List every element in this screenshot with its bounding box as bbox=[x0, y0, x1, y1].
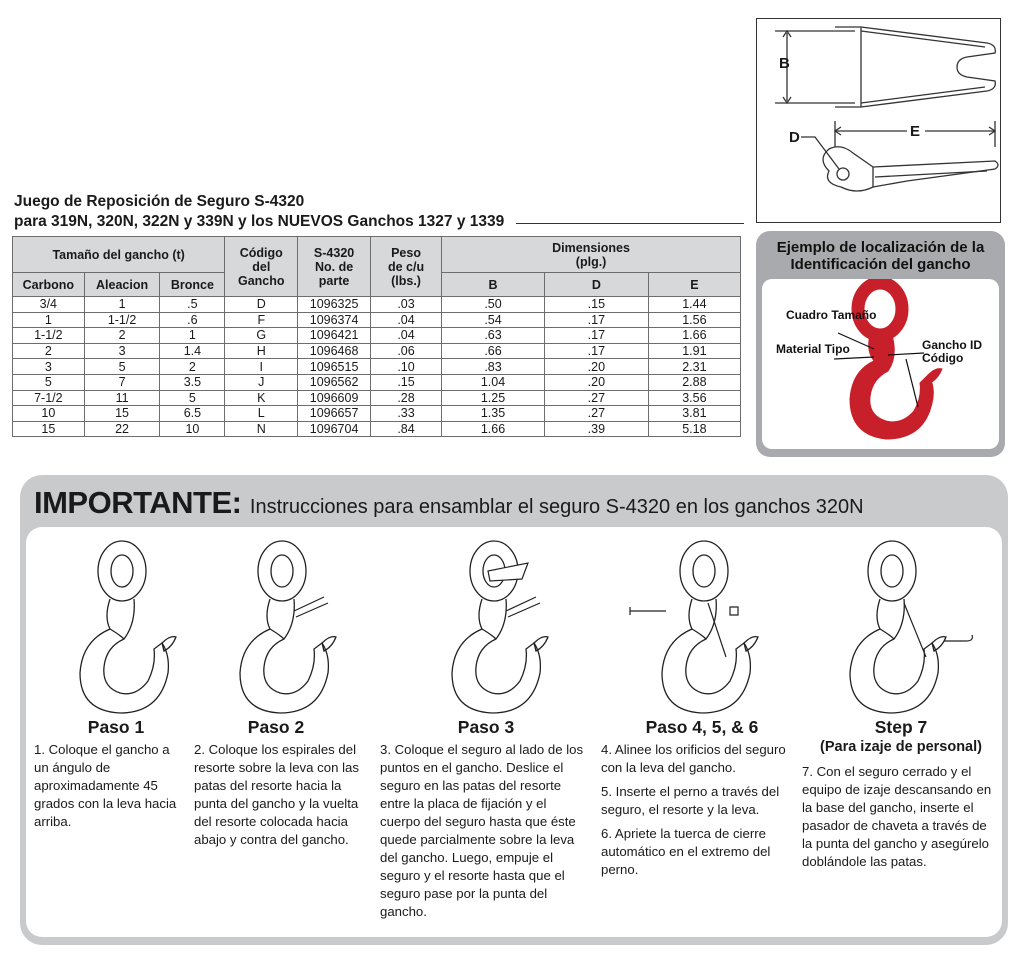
table-cell: 2 bbox=[84, 328, 160, 344]
table-cell: 1096657 bbox=[298, 406, 371, 422]
table-cell: 15 bbox=[84, 406, 160, 422]
latch-drawing bbox=[757, 19, 1002, 224]
table-row bbox=[13, 312, 741, 328]
table-cell: G bbox=[225, 328, 298, 344]
table-cell: 1.4 bbox=[160, 343, 225, 359]
step-2-title: Paso 2 bbox=[247, 717, 305, 737]
table-cell: 1096468 bbox=[298, 343, 371, 359]
parts-table-body bbox=[13, 297, 741, 437]
instructions-title-text: Instrucciones para ensamblar el seguro S-4320 en los ganchos 320N bbox=[249, 496, 864, 518]
table-cell: .15 bbox=[544, 297, 648, 313]
instructions-title-bold: IMPORTANTE: bbox=[34, 485, 242, 520]
table-cell: .10 bbox=[370, 359, 441, 375]
step-4-6-title: Paso 4, 5, & 6 bbox=[645, 717, 759, 737]
step-4-6-hook-drawing bbox=[626, 537, 766, 717]
title-line-2-text: para 319N, 320N, 322N y 339N y los NUEVOS Ganchos 1327 y 1339 bbox=[14, 213, 505, 230]
table-cell: 10 bbox=[13, 406, 85, 422]
table-cell: N bbox=[225, 421, 298, 437]
table-cell: 3.5 bbox=[160, 374, 225, 390]
table-cell: 3 bbox=[13, 359, 85, 375]
header-d: D bbox=[544, 273, 648, 297]
header-b: B bbox=[442, 273, 545, 297]
step-7-text bbox=[802, 763, 992, 877]
table-cell: 3.56 bbox=[648, 390, 740, 406]
step-7-hook-drawing bbox=[834, 537, 994, 717]
table-cell: .63 bbox=[442, 328, 545, 344]
table-row bbox=[13, 297, 741, 313]
step-2-paragraph: 2. Coloque los espirales del resorte sobre la leva con las patas del resorte hacia la punta del gancho y la vuelta del resorte colocada hacia abajo y contra del gancho. bbox=[194, 742, 359, 847]
table-row bbox=[13, 343, 741, 359]
table-cell: 1096325 bbox=[298, 297, 371, 313]
instructions-title bbox=[34, 485, 864, 521]
table-cell: 1096704 bbox=[298, 421, 371, 437]
table-cell: .04 bbox=[370, 328, 441, 344]
table-cell: 5 bbox=[13, 374, 85, 390]
step-1-paragraph: 1. Coloque el gancho a un ángulo de aproximadamente 45 grados con la leva hacia arriba. bbox=[34, 742, 177, 829]
table-cell: .15 bbox=[370, 374, 441, 390]
latch-dimension-diagram bbox=[756, 18, 1001, 223]
table-cell: 1.56 bbox=[648, 312, 740, 328]
dim-label-d: D bbox=[789, 129, 800, 146]
table-cell: 1 bbox=[84, 297, 160, 313]
table-cell: .54 bbox=[442, 312, 545, 328]
table-cell: 1.35 bbox=[442, 406, 545, 422]
table-cell: 1096515 bbox=[298, 359, 371, 375]
table-cell: .28 bbox=[370, 390, 441, 406]
step-7-subtitle: (Para izaje de personal) bbox=[820, 739, 982, 755]
table-cell: 2.31 bbox=[648, 359, 740, 375]
dim-label-e: E bbox=[910, 123, 921, 140]
step-4-6-text bbox=[601, 741, 793, 885]
table-cell: L bbox=[225, 406, 298, 422]
hook-id-image-area bbox=[762, 279, 999, 449]
step-4-paragraph: 4. Alinee los orificios del seguro con la leva del gancho. bbox=[601, 742, 786, 775]
step-3-text bbox=[380, 741, 586, 927]
table-cell: .66 bbox=[442, 343, 545, 359]
step-3-paragraph: 3. Coloque el seguro al lado de los puntos en el gancho. Deslice el seguro en las patas del resorte entre la placa de fijación y el cuerpo del seguro hasta que éste quede parcialmente sobre la leva del gancho. Luego, empuje el seguro y el resorte hasta que el seguro pase por la punta del gancho. bbox=[380, 742, 584, 919]
hook-id-example bbox=[756, 231, 1005, 457]
table-cell: 5 bbox=[160, 390, 225, 406]
title-line-1: Juego de Reposición de Seguro S-4320 bbox=[14, 193, 305, 210]
table-cell: .83 bbox=[442, 359, 545, 375]
table-cell: .03 bbox=[370, 297, 441, 313]
table-cell: 22 bbox=[84, 421, 160, 437]
table-cell: .17 bbox=[544, 343, 648, 359]
table-cell: 1.44 bbox=[648, 297, 740, 313]
table-cell: 2.88 bbox=[648, 374, 740, 390]
table-cell: .84 bbox=[370, 421, 441, 437]
table-cell: 6.5 bbox=[160, 406, 225, 422]
header-e: E bbox=[648, 273, 740, 297]
table-cell: .5 bbox=[160, 297, 225, 313]
table-cell: 1-1/2 bbox=[84, 312, 160, 328]
table-cell: .17 bbox=[544, 328, 648, 344]
table-cell: .20 bbox=[544, 359, 648, 375]
label-size-box: Cuadro Tamaño bbox=[786, 308, 877, 322]
table-cell: 1-1/2 bbox=[13, 328, 85, 344]
table-cell: .27 bbox=[544, 406, 648, 422]
table-cell: 1 bbox=[160, 328, 225, 344]
table-cell: .33 bbox=[370, 406, 441, 422]
step-1-title: Paso 1 bbox=[87, 717, 145, 737]
step-5-paragraph: 5. Inserte el perno a través del seguro, el resorte y la leva. bbox=[601, 784, 780, 817]
header-hook-size: Tamaño del gancho (t) bbox=[13, 237, 225, 273]
table-cell: 2 bbox=[13, 343, 85, 359]
table-cell: 1096609 bbox=[298, 390, 371, 406]
table-row bbox=[13, 328, 741, 344]
instructions-body bbox=[26, 527, 1002, 937]
header-dimensions: Dimensiones (plg.) bbox=[442, 237, 741, 273]
step-1-hook-drawing bbox=[64, 537, 184, 717]
table-cell: .17 bbox=[544, 312, 648, 328]
table-cell: .20 bbox=[544, 374, 648, 390]
step-3-hook-drawing bbox=[436, 537, 556, 717]
table-cell: 1 bbox=[13, 312, 85, 328]
table-cell: .27 bbox=[544, 390, 648, 406]
instructions-panel bbox=[20, 475, 1008, 945]
table-cell: 5.18 bbox=[648, 421, 740, 437]
table-cell: 1.25 bbox=[442, 390, 545, 406]
step-3-title: Paso 3 bbox=[457, 717, 515, 737]
table-cell: .50 bbox=[442, 297, 545, 313]
table-cell: 1.66 bbox=[442, 421, 545, 437]
step-7-title: Step 7 bbox=[874, 717, 928, 737]
step-6-paragraph: 6. Apriete la tuerca de cierre automático en el extremo del perno. bbox=[601, 826, 771, 877]
table-cell: 3/4 bbox=[13, 297, 85, 313]
dim-label-b: B bbox=[779, 55, 790, 72]
table-cell: D bbox=[225, 297, 298, 313]
step-2-text bbox=[194, 741, 372, 855]
table-cell: 15 bbox=[13, 421, 85, 437]
header-weight: Peso de c/u (lbs.) bbox=[370, 237, 441, 297]
table-cell: 3.81 bbox=[648, 406, 740, 422]
table-cell: 5 bbox=[84, 359, 160, 375]
table-cell: .39 bbox=[544, 421, 648, 437]
table-row bbox=[13, 359, 741, 375]
table-cell: 7 bbox=[84, 374, 160, 390]
table-row bbox=[13, 374, 741, 390]
table-cell: 11 bbox=[84, 390, 160, 406]
step-7-paragraph: 7. Con el seguro cerrado y el equipo de izaje descansando en la base del gancho, inserte el pasador de chaveta a través de la punta del gancho y asegúrelo doblándole las patas. bbox=[802, 764, 992, 869]
table-cell: 3 bbox=[84, 343, 160, 359]
table-cell: F bbox=[225, 312, 298, 328]
header-bronze: Bronce bbox=[160, 273, 225, 297]
table-cell: I bbox=[225, 359, 298, 375]
header-code: Código del Gancho bbox=[225, 237, 298, 297]
header-part: S-4320 No. de parte bbox=[298, 237, 371, 297]
table-cell: .04 bbox=[370, 312, 441, 328]
step-2-hook-drawing bbox=[224, 537, 344, 717]
parts-table bbox=[12, 236, 741, 437]
table-cell: 7-1/2 bbox=[13, 390, 85, 406]
title-line-2 bbox=[14, 212, 744, 232]
hook-id-title: Ejemplo de localización de la Identificación del gancho bbox=[776, 239, 985, 273]
title-rule bbox=[516, 223, 744, 224]
table-cell: 1096421 bbox=[298, 328, 371, 344]
header-alloy: Aleacion bbox=[84, 273, 160, 297]
table-cell: 1096374 bbox=[298, 312, 371, 328]
table-row bbox=[13, 390, 741, 406]
table-row bbox=[13, 421, 741, 437]
table-cell: 1.04 bbox=[442, 374, 545, 390]
step-1-text bbox=[34, 741, 180, 837]
table-cell: .06 bbox=[370, 343, 441, 359]
label-hook-id-code: Gancho ID Código bbox=[922, 338, 983, 365]
table-cell: 2 bbox=[160, 359, 225, 375]
kit-title bbox=[14, 192, 744, 232]
table-cell: 1.66 bbox=[648, 328, 740, 344]
table-cell: J bbox=[225, 374, 298, 390]
table-cell: 10 bbox=[160, 421, 225, 437]
table-cell: .6 bbox=[160, 312, 225, 328]
label-material-type: Material Tipo bbox=[776, 342, 850, 356]
table-cell: 1.91 bbox=[648, 343, 740, 359]
table-row bbox=[13, 406, 741, 422]
header-carbon: Carbono bbox=[13, 273, 85, 297]
table-cell: H bbox=[225, 343, 298, 359]
table-cell: 1096562 bbox=[298, 374, 371, 390]
table-cell: K bbox=[225, 390, 298, 406]
